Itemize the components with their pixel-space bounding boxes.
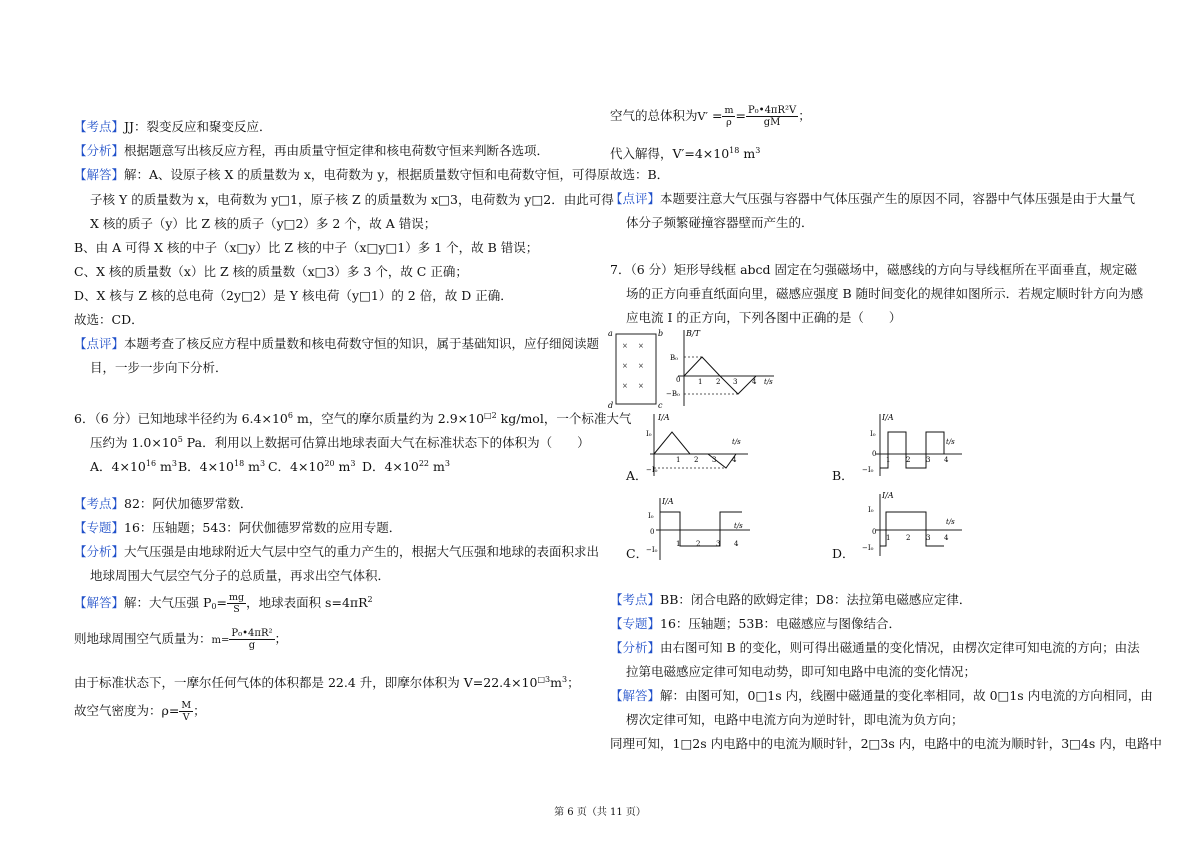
unit: m (429, 459, 445, 474)
stem-text: 6．（6 分）已知地球半径约为 6.4×10 (74, 411, 288, 426)
left-column (0, 0, 632, 800)
jieda-text: 楞次定律可知，电路中电流方向为逆时针，即电流为负方向； (626, 712, 964, 727)
tick-3: 3 (712, 456, 717, 464)
q7-tongli: 同理可知，1□2s 内电路中的电流为顺时针，2□3s 内，电路中的电流为顺时针，3□4s 内，电路中 (610, 736, 1162, 751)
fenxi-text: 由右图可知 B 的变化，则可得出磁通量的变化情况，由楞次定律可知电流的方向；由法 (660, 640, 1140, 655)
i0-label: I₀ (870, 430, 876, 438)
unit: m (334, 459, 351, 474)
denominator: S (233, 604, 240, 615)
label-b: b (658, 329, 664, 338)
t-axis-label: t/s (764, 378, 773, 386)
tick-2: 2 (694, 456, 699, 464)
q5-answer: 故选：CD． (74, 312, 144, 327)
q6-jieda (74, 592, 373, 615)
label-c: c (658, 401, 663, 410)
sup: 3 (444, 459, 450, 468)
i0-label: I₀ (868, 506, 874, 514)
kaodian-tag: 【考点】 (74, 496, 125, 511)
option-d-label[interactable]: D． (832, 546, 855, 561)
denominator: ρ (726, 117, 732, 128)
neg-i0-label: −I₀ (646, 546, 658, 554)
vol-text: 空气的总体积为 (610, 108, 698, 123)
page-footer: 第 6 页（共 11 页） (554, 807, 646, 818)
std-text: 由于标准状态下，一摩尔任何气体的体积都是 22.4 升，即摩尔体积为 V=22.4×10 (74, 675, 538, 690)
zero-label: 0 (872, 450, 877, 458)
option-d-graph (858, 490, 968, 560)
eq: = (711, 108, 723, 123)
tick-1: 1 (698, 378, 703, 386)
tick-1: 1 (676, 540, 681, 548)
numerator: M (181, 700, 192, 711)
zhuanti-tag: 【专题】 (610, 616, 661, 631)
density-text: 故空气密度为： (74, 703, 162, 718)
i-axis-label: I/A (882, 491, 894, 500)
q6-std (74, 672, 580, 691)
q7-zhuanti (610, 616, 901, 632)
opt-text: A．4×10 (90, 459, 146, 474)
q6-mass (74, 628, 287, 651)
q6-substitute (610, 143, 760, 162)
zero-label: 0 (872, 528, 877, 536)
q6-stem (74, 408, 631, 427)
dianping-text: 目，一步一步向下分析． (90, 360, 228, 375)
option-c-graph (646, 494, 756, 564)
fenxi-tag: 【分析】 (610, 640, 661, 655)
jieda-line: 解：A、设原子核 X 的质量数为 x，电荷数为 y，根据质量数守恒和电荷数守恒，可得原 (124, 167, 610, 182)
tick-3: 3 (926, 534, 931, 542)
tick-2: 2 (716, 378, 721, 386)
field-mark: × (638, 342, 644, 350)
punct: ； (274, 631, 288, 646)
jieda-text: 解：由图可知，0□1s 内，线圈中磁通量的变化率相同，故 0□1s 内电流的方向相同，由 (660, 688, 1153, 703)
tick-4: 4 (752, 378, 757, 386)
neg-i0-label: −I₀ (862, 466, 874, 474)
fraction-m-over-rho (722, 105, 735, 128)
q6-dianping (610, 191, 1135, 207)
option-a-label[interactable]: A． (626, 468, 648, 483)
q5-jieda (74, 167, 609, 183)
t-axis-label: t/s (946, 438, 955, 446)
fraction-m-over-v (179, 700, 193, 723)
q5-option-c-analysis: C、X 核的质量数（x）比 Z 核的质量数（x□3）多 3 个，故 C 正确； (74, 264, 468, 279)
dianping-text: 本题考查了核反应方程中质量数和核电荷数守恒的知识，属于基础知识，应仔细阅读题 (124, 336, 600, 351)
tick-4: 4 (944, 534, 949, 542)
i0-label: I₀ (648, 512, 654, 520)
sup: 3 (260, 459, 266, 468)
opt-text: B．4×10 (177, 459, 235, 474)
mass-eq: m= (211, 635, 230, 646)
tick-4: 4 (944, 456, 949, 464)
dianping-text: 本题要注意大气压强与容器中气体压强产生的原因不同，容器中气体压强是由于大量气 (660, 191, 1136, 206)
option-a-graph (646, 410, 756, 480)
i-curve (660, 512, 742, 546)
sub-text: 代入解得，V′=4×10 (610, 146, 730, 161)
i0-label: I₀ (646, 430, 652, 438)
stem-text: kg/mol，一个标准大气 (496, 411, 632, 426)
label-a: a (608, 329, 613, 338)
tick-1: 1 (886, 456, 891, 464)
q7-fenxi (610, 640, 1140, 656)
tick-4: 4 (732, 456, 737, 464)
eq: = (735, 108, 746, 123)
punct: ； (798, 108, 811, 123)
sup: 18 (729, 146, 740, 155)
field-mark: × (638, 382, 644, 390)
jieda-tag: 【解答】 (610, 688, 661, 703)
zhuanti-text: 16：压轴题；543：阿伏伽德罗常数的应用专题． (124, 520, 402, 535)
fenxi-tag: 【分析】 (74, 143, 125, 158)
numerator: P₀•4πR² (231, 628, 273, 639)
neg-i0-label: −I₀ (862, 544, 874, 552)
stem-text: m，空气的摩尔质量约为 2.9×10 (292, 411, 485, 426)
fraction-volume (746, 105, 798, 128)
dianping-tag: 【点评】 (74, 336, 125, 351)
sup: 18 (234, 459, 245, 468)
sub: 0 (211, 602, 217, 611)
q6-option-d (362, 456, 450, 475)
field-mark: × (622, 382, 628, 390)
field-mark: × (622, 342, 628, 350)
numerator: m (724, 105, 734, 116)
i-axis-label: I/A (662, 497, 674, 506)
neg-i0-label: −I₀ (646, 466, 658, 474)
q5-option-b-analysis: B、由 A 可得 X 核的中子（x□y）比 Z 核的中子（x□y□1）多 1 个，故 B 错误； (74, 240, 539, 255)
dianping-tag: 【点评】 (610, 191, 661, 206)
b0-label: B₀ (670, 354, 678, 362)
field-mark: × (622, 362, 628, 370)
stem-text: Pa．利用以上数据可估算出地球表面大气在标准状态下的体积为（ ） (182, 435, 590, 450)
opt-text: C．4×10 (267, 459, 325, 474)
option-b-label[interactable]: B． (832, 468, 854, 483)
t-axis-label: t/s (734, 522, 743, 530)
stem-text: 压约为 1.0×10 (90, 435, 178, 450)
fraction-mg-over-s (227, 592, 246, 615)
kaodian-text: 82：阿伏加德罗常数． (124, 496, 253, 511)
zero-label: 0 (676, 376, 681, 384)
q6-kaodian (74, 496, 252, 512)
i-axis-label: I/A (658, 413, 670, 422)
fenxi-text: 大气压强是由地球附近大气层中空气的重力产生的，根据大气压强和地球的表面积求出 (124, 544, 600, 559)
q6-option-b (178, 456, 264, 475)
fenxi-tag: 【分析】 (74, 544, 125, 559)
numerator: P₀•4πR²V (747, 105, 797, 116)
neg-b0-label: −B₀ (666, 390, 680, 398)
tick-3: 3 (733, 378, 738, 386)
field-mark: × (638, 362, 644, 370)
eq: = (216, 595, 227, 610)
sup: 3 (755, 146, 761, 155)
sup: 3 (350, 459, 356, 468)
q6-fenxi (74, 544, 599, 560)
sup: □2 (484, 411, 497, 420)
unit: m (550, 675, 562, 690)
jieda-tag: 【解答】 (74, 167, 125, 182)
fenxi-text: 地球周围大气层空气分子的总质量，再求出空气体积． (90, 568, 391, 583)
fenxi-text: 拉第电磁感应定律可知电动势，即可知电路中电流的变化情况； (626, 664, 977, 679)
t-axis-label: t/s (732, 438, 741, 446)
opt-text: D．4×10 (361, 459, 419, 474)
sup: 6 (287, 411, 293, 420)
denominator: gM (763, 117, 781, 128)
jieda-tag: 【解答】 (74, 595, 125, 610)
q7-stem: 应电流 I 的正方向，下列各图中正确的是（ ） (626, 310, 902, 325)
q5-option-d-analysis: D、X 核与 Z 核的总电荷（2y□2）是 Y 核电荷（y□1）的 2 倍，故 D 正确． (74, 288, 513, 303)
q6-zhuanti (74, 520, 401, 536)
dianping-text: 体分子频繁碰撞容器壁而产生的． (626, 215, 814, 230)
zhuanti-text: 16：压轴题；53B：电磁感应与图像结合． (660, 616, 902, 631)
unit: m (244, 459, 261, 474)
kaodian-text: JJ：裂变反应和聚变反应． (124, 119, 272, 134)
kaodian-tag: 【考点】 (610, 592, 661, 607)
kaodian-text: BB：闭合电路的欧姆定律；D8：法拉第电磁感应定律． (660, 592, 972, 607)
zhuanti-tag: 【专题】 (74, 520, 125, 535)
punct: ； (567, 675, 580, 690)
sup: 5 (177, 435, 183, 444)
unit: m (739, 146, 756, 161)
sup: 16 (145, 459, 157, 468)
option-c-label[interactable]: C． (626, 546, 649, 561)
q7-main-figure (606, 326, 786, 410)
tick-2: 2 (906, 534, 911, 542)
jieda-text: ，地球表面积 s=4πR (246, 595, 368, 610)
jieda-line: X 核的质子（y）比 Z 核的质子（y□2）多 2 个，故 A 错误； (90, 216, 437, 231)
tick-1: 1 (676, 456, 681, 464)
b-axis-label: B/T (686, 329, 700, 338)
fraction-mass (229, 628, 274, 651)
sup: 22 (418, 459, 429, 468)
sup: □3 (537, 675, 551, 684)
kaodian-tag: 【考点】 (74, 119, 125, 134)
tick-4: 4 (734, 540, 739, 548)
q7-jieda (610, 688, 1153, 704)
tick-3: 3 (926, 456, 931, 464)
q6-stem-2 (90, 432, 590, 451)
q5-kaodian (74, 119, 272, 135)
sup: 20 (324, 459, 335, 468)
mass-text: 则地球周围空气质量为： (74, 631, 212, 646)
zero-label: 0 (650, 528, 655, 536)
numerator: mg (228, 592, 245, 603)
sup: 2 (367, 595, 373, 604)
tick-1: 1 (886, 534, 891, 542)
q6-option-a (90, 456, 177, 475)
punct: ； (193, 703, 206, 718)
q7-kaodian (610, 592, 971, 608)
option-b-graph (858, 410, 968, 480)
vol-symbol: V′ (697, 110, 708, 123)
q5-dianping (74, 336, 599, 352)
q6-options (90, 456, 450, 475)
q6-answer: 故选：B． (610, 167, 670, 182)
q7-stem: 场的正方向垂直纸面向里，磁感应强度 B 随时间变化的规律如图所示．若规定顺时针方向为感 (626, 286, 1144, 301)
jieda-line: 子核 Y 的质量数为 x，电荷数为 y□1，原子核 Z 的质量数为 x□3，电荷数为 y□2．由此可得 (90, 192, 614, 207)
q6-density (74, 700, 206, 723)
i-axis-label: I/A (882, 413, 894, 422)
sup: 3 (561, 675, 568, 684)
label-d: d (608, 401, 614, 410)
denominator: g (248, 640, 256, 651)
unit: m (156, 459, 172, 474)
sup: 3 (171, 459, 177, 468)
rho-eq: ρ= (161, 703, 180, 718)
q7-stem: 7．（6 分）矩形导线框 abcd 固定在匀强磁场中，磁感线的方向与导线框所在平面垂直，规定磁 (610, 262, 1138, 277)
right-column (600, 0, 1200, 800)
tick-2: 2 (906, 456, 911, 464)
jieda-text: 解：大气压强 P (124, 595, 212, 610)
t-axis-label: t/s (946, 518, 955, 526)
tick-2: 2 (696, 540, 701, 548)
q6-option-c (268, 456, 358, 475)
fenxi-text: 根据题意写出核反应方程，再由质量守恒定律和核电荷数守恒来判断各选项． (124, 143, 550, 158)
q5-fenxi (74, 143, 549, 159)
q6-total-volume (610, 105, 811, 128)
tick-3: 3 (716, 540, 721, 548)
denominator: V (182, 712, 190, 723)
